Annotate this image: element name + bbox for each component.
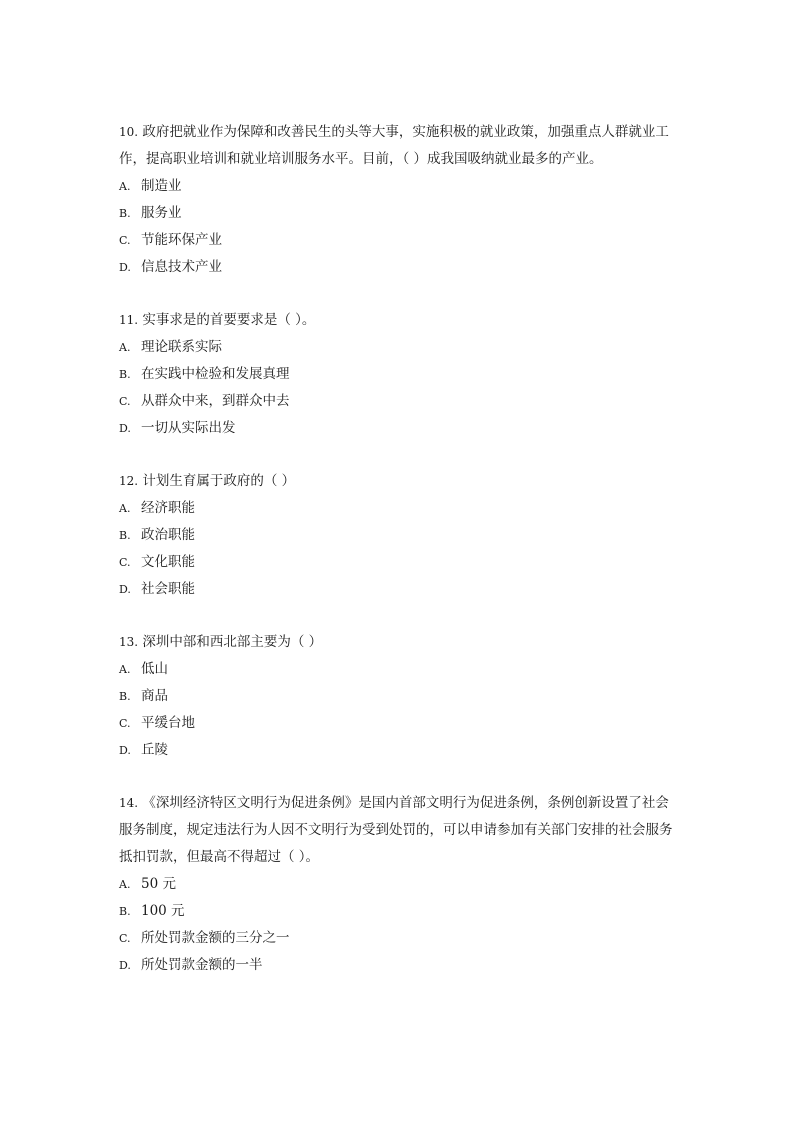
question-text	[119, 307, 675, 334]
question-list	[119, 119, 675, 1005]
option-text: 制造业	[141, 178, 182, 194]
option-text: 理论联系实际	[141, 339, 222, 355]
option-text: 社会职能	[141, 581, 195, 597]
option-text: 从群众中来，到群众中去	[141, 393, 290, 409]
option-letter: C.	[119, 234, 131, 247]
option-text: 100 元	[141, 903, 185, 919]
option-letter: D.	[119, 261, 131, 274]
option-c	[119, 925, 675, 952]
option-text: 一切从实际出发	[141, 420, 236, 436]
option-a	[119, 495, 675, 522]
question-number: 14.	[119, 796, 139, 810]
question-number: 12.	[119, 474, 139, 488]
option-a	[119, 656, 675, 683]
option-letter: C.	[119, 717, 131, 730]
question-12	[119, 468, 675, 603]
question-14	[119, 790, 675, 979]
question-11	[119, 307, 675, 442]
option-a	[119, 871, 675, 898]
option-c	[119, 710, 675, 737]
option-letter: D.	[119, 583, 131, 596]
question-text	[119, 790, 675, 871]
option-d	[119, 415, 675, 442]
option-a	[119, 334, 675, 361]
option-letter: A.	[119, 878, 131, 891]
question-stem: 实事求是的首要要求是（ ）。	[142, 312, 316, 328]
option-letter: A.	[119, 502, 131, 515]
option-d	[119, 952, 675, 979]
option-d	[119, 737, 675, 764]
option-letter: C.	[119, 932, 131, 945]
option-c	[119, 388, 675, 415]
option-letter: A.	[119, 663, 131, 676]
option-c	[119, 549, 675, 576]
option-letter: B.	[119, 905, 131, 918]
option-letter: B.	[119, 207, 131, 220]
option-letter: B.	[119, 690, 131, 703]
option-letter: D.	[119, 744, 131, 757]
option-c	[119, 227, 675, 254]
option-text: 所处罚款金额的三分之一	[141, 930, 290, 946]
option-text: 在实践中检验和发展真理	[141, 366, 290, 382]
option-letter: D.	[119, 959, 131, 972]
option-text: 丘陵	[141, 742, 168, 758]
question-number: 11.	[119, 313, 139, 327]
option-letter: C.	[119, 395, 131, 408]
option-text: 文化职能	[141, 554, 195, 570]
question-text	[119, 468, 675, 495]
option-b	[119, 200, 675, 227]
option-letter: C.	[119, 556, 131, 569]
option-d	[119, 576, 675, 603]
question-text	[119, 629, 675, 656]
question-stem: 《深圳经济特区文明行为促进条例》是国内首部文明行为促进条例，条例创新设置了社会服务制度，规定违法行为人因不文明行为受到处罚的，可以申请参加有关部门安排的社会服务抵扣罚款，但最高不得超过（ ）。	[119, 795, 673, 865]
option-text: 商品	[141, 688, 168, 704]
question-13	[119, 629, 675, 764]
option-text: 低山	[141, 661, 168, 677]
option-text: 50 元	[141, 876, 176, 892]
option-text: 节能环保产业	[141, 232, 222, 248]
option-text: 所处罚款金额的一半	[141, 957, 263, 973]
question-number: 10.	[119, 125, 139, 139]
question-text	[119, 119, 675, 173]
question-number: 13.	[119, 635, 139, 649]
option-d	[119, 254, 675, 281]
option-text: 信息技术产业	[141, 259, 222, 275]
option-b	[119, 522, 675, 549]
option-letter: B.	[119, 368, 131, 381]
option-text: 政治职能	[141, 527, 195, 543]
option-b	[119, 898, 675, 925]
option-letter: A.	[119, 341, 131, 354]
option-text: 平缓台地	[141, 715, 195, 731]
question-stem: 政府把就业作为保障和改善民生的头等大事，实施积极的就业政策，加强重点人群就业工作，提高职业培训和就业培训服务水平。目前，（ ）成我国吸纳就业最多的产业。	[119, 124, 669, 167]
option-letter: B.	[119, 529, 131, 542]
option-a	[119, 173, 675, 200]
option-b	[119, 683, 675, 710]
option-letter: A.	[119, 180, 131, 193]
option-text: 经济职能	[141, 500, 195, 516]
option-text: 服务业	[141, 205, 182, 221]
question-10	[119, 119, 675, 281]
option-b	[119, 361, 675, 388]
question-stem: 计划生育属于政府的（ ）	[142, 473, 296, 489]
option-letter: D.	[119, 422, 131, 435]
question-stem: 深圳中部和西北部主要为（ ）	[142, 634, 323, 650]
